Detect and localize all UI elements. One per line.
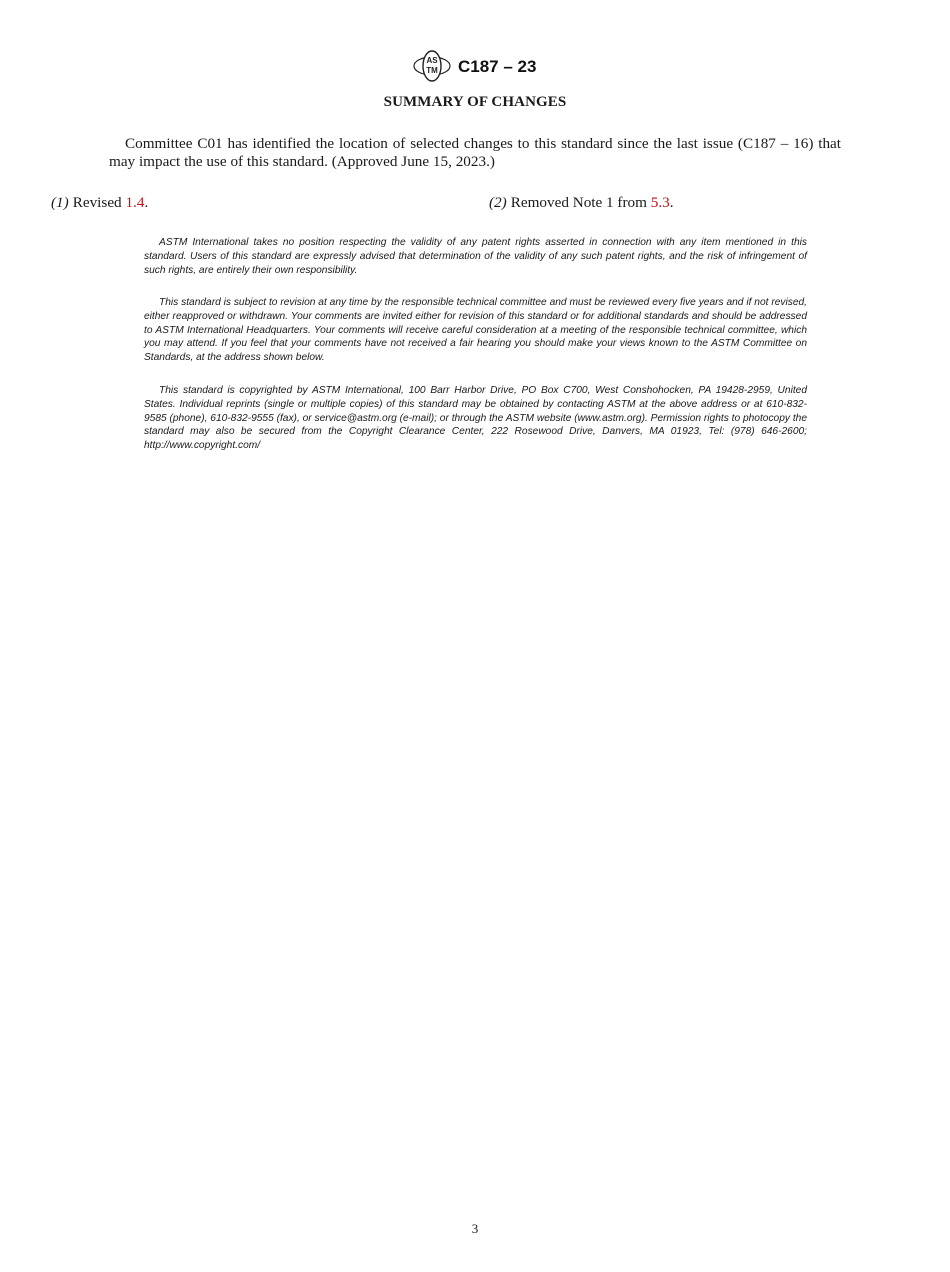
change-number: (2): [489, 194, 507, 211]
patent-notice: ASTM International takes no position respecting the validity of any patent rights asserted in connection with any item mentioned in this standard. Users of this standard are expressly advised that determination of the validity of any such patent rights, and the risk of infringement of such rights, are entirely their own responsibility.: [144, 237, 807, 276]
standard-designation: C187 – 23: [458, 57, 537, 76]
copyright-notice: This standard is copyrighted by ASTM International, 100 Barr Harbor Drive, PO Box C700, West Conshohocken, PA 19428-2959, United States. Individual reprints (single or multiple copies) of this standard may be obtained by contacting ASTM at the above address or at 610-832-9585 (phone), 610-832-9555 (fax), or service@astm.org (e-mail); or through the ASTM website (www.astm.org). Permission rights to photocopy the standard may also be secured from the Copyright Clearance Center, 222 Rosewood Drive, Danvers, MA 01923, Tel: (978) 646-2600; http://www.copyright.com/: [144, 385, 807, 452]
change-number: (1): [51, 194, 69, 211]
revision-notice: This standard is subject to revision at any time by the responsible technical committee and must be reviewed every five years and if not revised, either reapproved or withdrawn. Your comments are invited either for revision of this standard or for additional standards and should be addressed to ASTM International Headquarters. Your comments will receive careful consideration at a meeting of the responsible technical committee, which you may attend. If you feel that your comments have not received a fair hearing you should make your views known to the ASTM Committee on Standards, at the address shown below.: [144, 297, 807, 364]
change-text: Removed Note 1 from: [510, 194, 651, 211]
section-link-1-4[interactable]: 1.4: [125, 194, 145, 211]
astm-logo-icon: [412, 50, 452, 82]
svg-text:TM: TM: [426, 66, 438, 75]
page-header: [0, 50, 950, 84]
page-number: 3: [471, 1221, 479, 1236]
summary-title: SUMMARY OF CHANGES: [383, 94, 567, 110]
summary-intro: Committee C01 has identified the location of selected changes to this standard since the last issue (C187 – 16) that may impact the use of this standard. (Approved June 15, 2023.): [109, 135, 841, 170]
svg-text:AS: AS: [426, 56, 438, 65]
change-item-1: [51, 194, 148, 212]
section-link-5-3[interactable]: 5.3: [650, 194, 670, 211]
change-suffix: .: [669, 194, 674, 211]
change-item-2: [489, 194, 674, 212]
change-text: Revised: [72, 194, 126, 211]
change-suffix: .: [144, 194, 149, 211]
